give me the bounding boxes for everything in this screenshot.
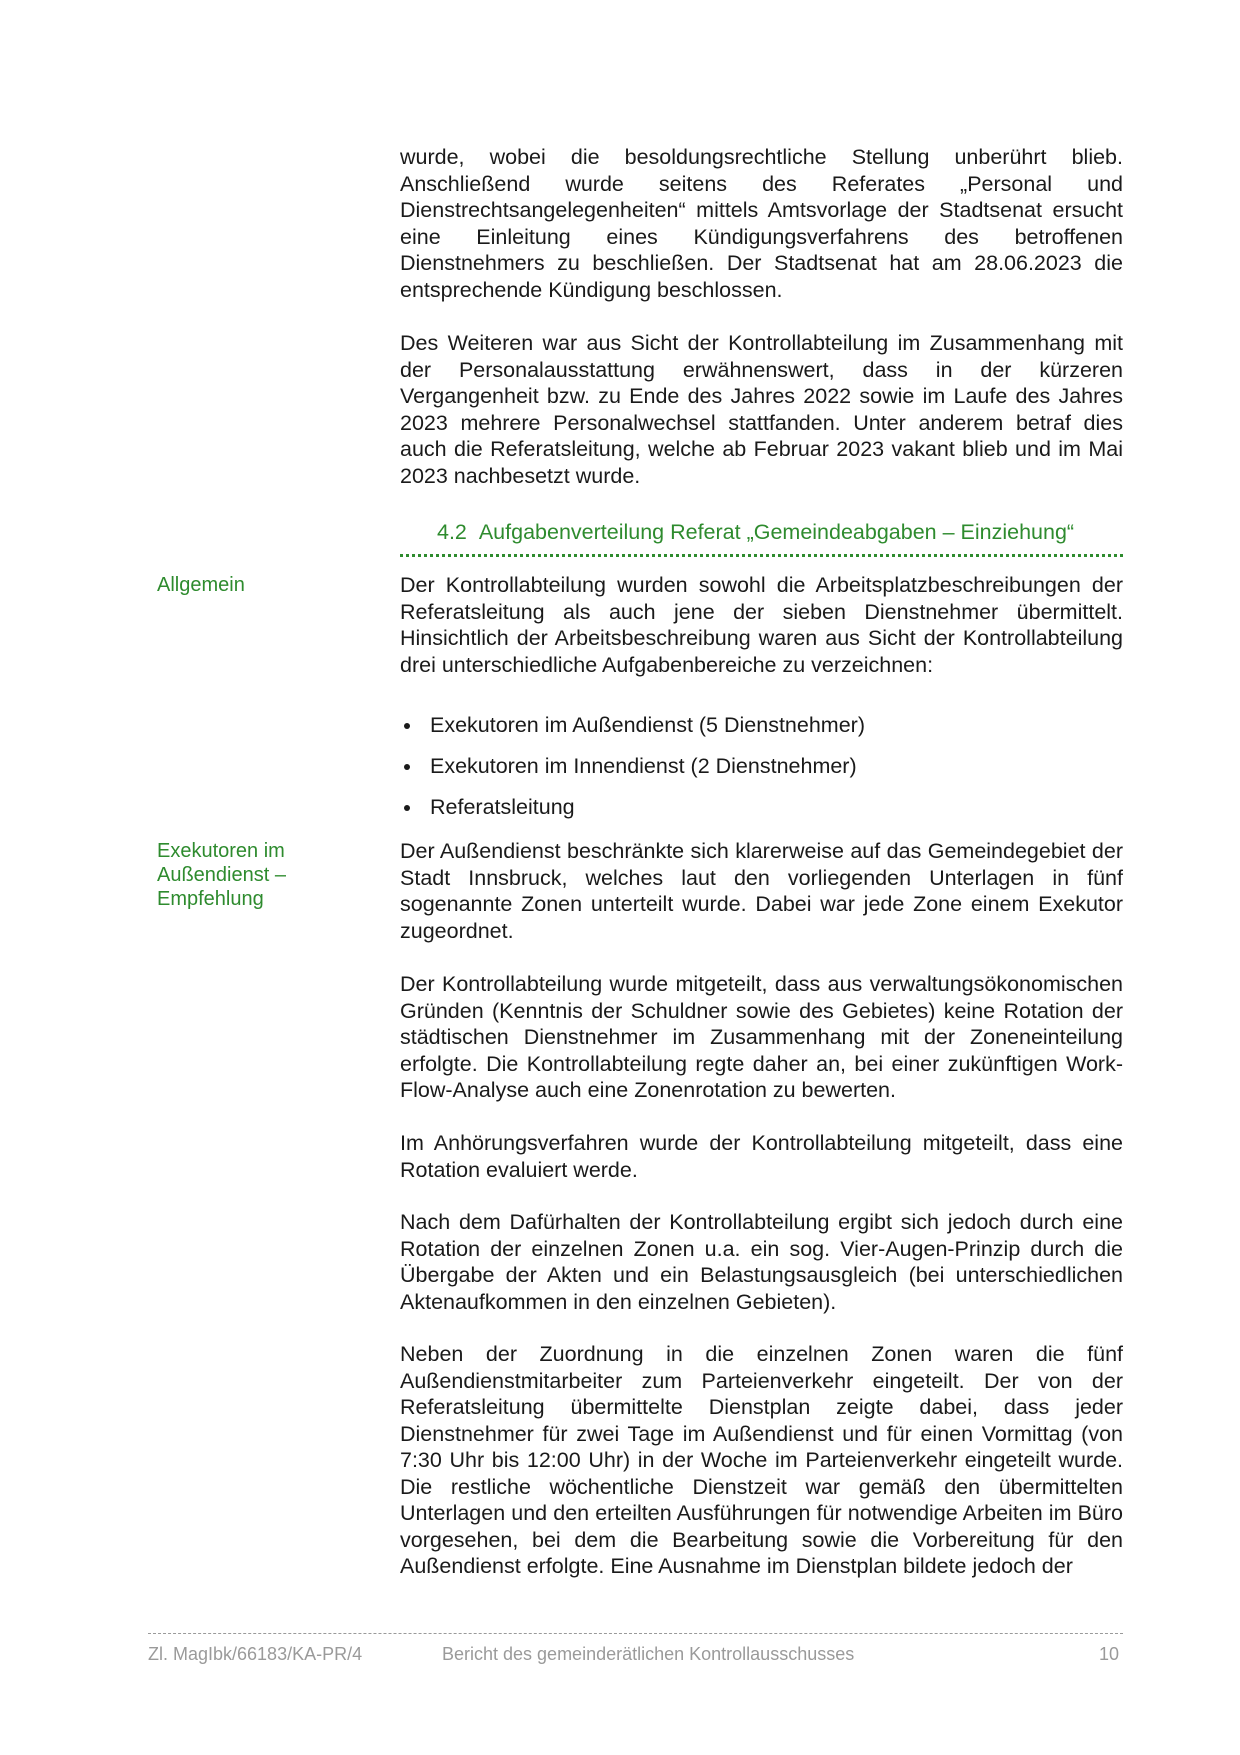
paragraph-6 (400, 1130, 1123, 1183)
paragraph-7-text: Nach dem Dafürhalten der Kontrollabteilung ergibt sich jedoch durch eine Rotation der einzelnen Zonen u.a. ein sog. Vier-Augen-Prinzip durch die Übergabe der Akten und ein Belastungsausgleich (bei unterschiedlichen Aktenaufkommen in den einzelnen Gebieten). (400, 1210, 1123, 1314)
paragraph-8 (400, 1341, 1123, 1580)
paragraph-7 (400, 1209, 1123, 1315)
margin-note-allgemein-text: Allgemein (157, 574, 245, 596)
bullet-icon (404, 764, 410, 770)
section-heading-text (437, 518, 1074, 546)
footer-divider (148, 1633, 1123, 1634)
paragraph-4-text: Der Außendienst beschränkte sich klarerweise auf das Gemeindegebiet der Stadt Innsbruck, welches laut den vorliegenden Unterlagen in fünf sogenannte Zonen unterteilt wurde. Dabei war jede Zone einem Exekutor zugeordnet. (400, 839, 1123, 943)
paragraph-3-text: Der Kontrollabteilung wurden sowohl die Arbeitsplatzbeschreibungen der Referatsleitung als auch jene der sieben Dienstnehmer übermittelt. Hinsichtlich der Arbeitsbeschreibung waren aus Sicht der Kontrollabteilung drei unterschiedliche Aufgabenbereiche zu verzeichnen: (400, 573, 1123, 677)
margin-note-exekutoren-line-1: Exekutoren im (157, 840, 285, 862)
paragraph-4 (400, 838, 1123, 944)
list-item (400, 712, 1123, 753)
paragraph-1 (400, 144, 1123, 303)
list-item-text: Exekutoren im Außendienst (5 Dienstnehmer) (430, 713, 865, 737)
page-number: 10 (1099, 1644, 1120, 1664)
paragraph-6-text: Im Anhörungsverfahren wurde der Kontrollabteilung mitgeteilt, dass eine Rotation evaluiert werde. (400, 1131, 1123, 1182)
list-item-text: Exekutoren im Innendienst (2 Dienstnehmer) (430, 754, 857, 778)
list-item-text: Referatsleitung (430, 795, 575, 819)
footer-reference: Zl. MagIbk/66183/KA-PR/4 (148, 1644, 363, 1664)
paragraph-2-text: Des Weiteren war aus Sicht der Kontrollabteilung im Zusammenhang mit der Personalausstattung erwähnenswert, dass in der kürzeren Vergangenheit bzw. zu Ende des Jahres 2022 sowie im Laufe des Jahres 2023 mehrere Personalwechsel stattfanden. Unter anderem betraf dies auch die Referatsleitung, welche ab Februar 2023 vakant blieb und im Mai 2023 nachbesetzt wurde. (400, 331, 1123, 488)
bullet-icon (404, 805, 410, 811)
list-item (400, 753, 1123, 794)
margin-note-exekutoren-line-2: Außendienst – (157, 864, 286, 886)
section-title: Aufgabenverteilung Referat „Gemeindeabgaben – Einziehung“ (478, 520, 1075, 544)
paragraph-5-text: Der Kontrollabteilung wurde mitgeteilt, dass aus verwaltungsökonomischen Gründen (Kenntnis der Schuldner sowie des Gebietes) keine Rotation der städtischen Dienstnehmer im Zusammenhang mit der Zoneneinteilung erfolgte. Die Kontrollabteilung regte daher an, bei einer zukünftigen Work-Flow-Analyse auch eine Zonenrotation zu bewerten. (400, 972, 1123, 1102)
paragraph-5 (400, 971, 1123, 1104)
margin-note-exekutoren (157, 839, 367, 911)
paragraph-3 (400, 572, 1123, 678)
margin-note-exekutoren-line-3: Empfehlung (157, 888, 264, 910)
list-item (400, 794, 1123, 835)
bullet-list (400, 712, 1123, 835)
section-heading (400, 518, 1123, 557)
paragraph-2 (400, 330, 1123, 489)
section-number: 4.2 (437, 520, 467, 544)
footer-report-title: Bericht des gemeinderätlichen Kontrollausschusses (442, 1644, 855, 1664)
paragraph-1-text: wurde, wobei die besoldungsrechtliche Stellung unberührt blieb. Anschließend wurde seitens des Referates „Personal und Dienstrechtsangelegenheiten“ mittels Amtsvorlage der Stadtsenat ersucht eine Einleitung eines Kündigungsverfahrens des betroffenen Dienstnehmers zu beschließen. Der Stadtsenat hat am 28.06.2023 die entsprechende Kündigung beschlossen. (400, 145, 1123, 302)
paragraph-8-text: Neben der Zuordnung in die einzelnen Zonen waren die fünf Außendienstmitarbeiter zum Parteienverkehr eingeteilt. Der von der Referatsleitung übermittelte Dienstplan zeigte dabei, dass jeder Dienstnehmer für zwei Tage im Außendienst und für einen Vormittag (von 7:30 Uhr bis 12:00 Uhr) in der Woche im Parteienverkehr eingeteilt wurde. Die restliche wöchentliche Dienstzeit war gemäß den übermittelten Unterlagen und den erteilten Ausführungen für notwendige Arbeiten im Büro vorgesehen, bei dem die Bearbeitung sowie die Vorbereitung für den Außendienst erfolgte. Eine Ausnahme im Dienstplan bildete jedoch der (400, 1342, 1123, 1578)
bullet-icon (404, 723, 410, 729)
margin-note-allgemein (157, 573, 367, 597)
